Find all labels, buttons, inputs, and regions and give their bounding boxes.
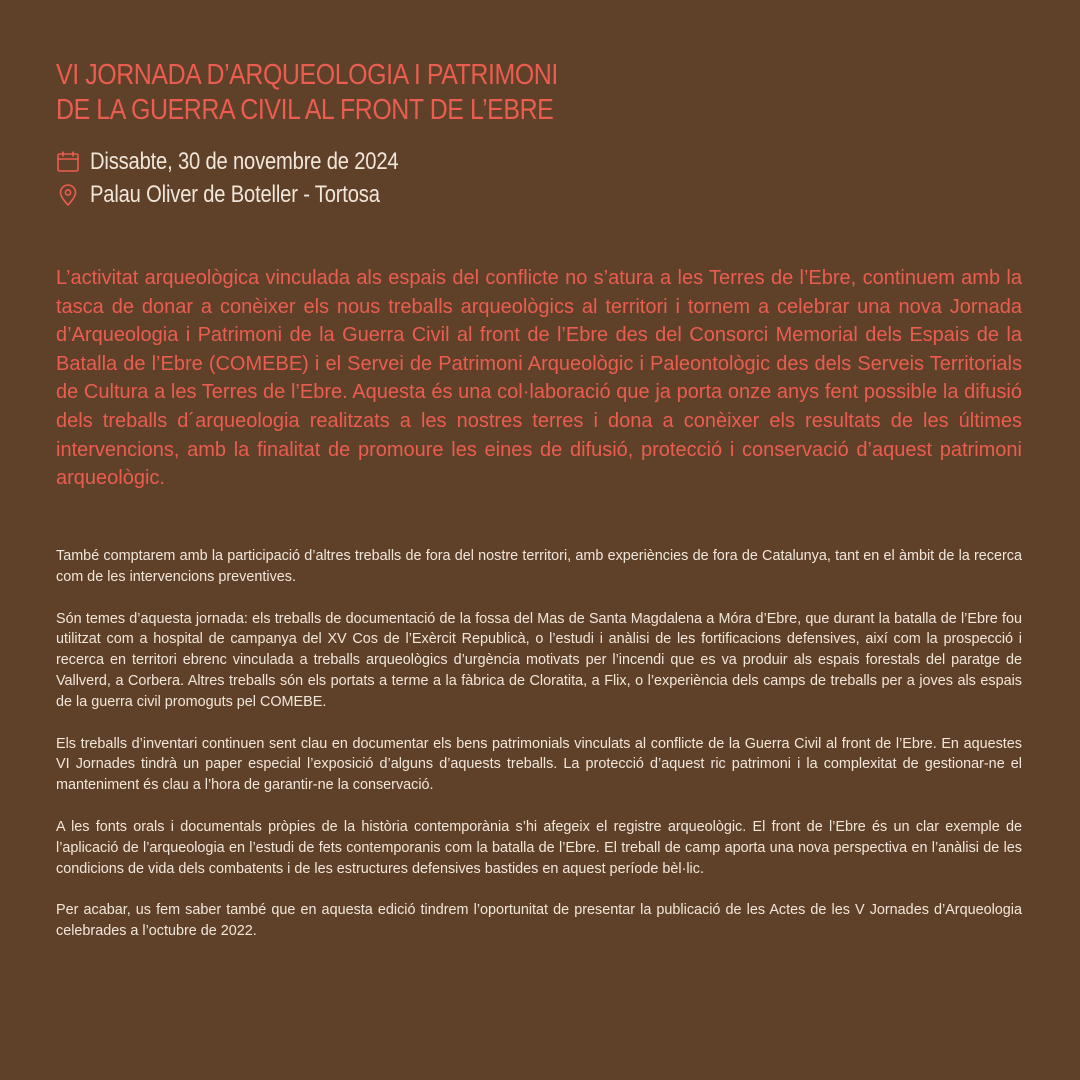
location-pin-icon: [56, 183, 80, 207]
body-paragraph-5: Per acabar, us fem saber també que en aquesta edició tindrem l’oportunitat de presentar la publicació de les Actes de les V Jornades d’Arqueologia celebrades a l’octubre de 2022.: [56, 902, 1022, 940]
body-paragraph-4: A les fonts orals i documentals pròpies de la història contemporània s’hi afegeix el registre arqueològic. El front de l’Ebre és un clar exemple de l’aplicació de l’arqueologia en l’estudi de fets contemporanis com la batalla de l’Ebre. El treball de camp aporta una nova perspectiva en l’anàlisi de les condicions de vida dels combatents i de les estructures defensives bastides en aquest període bèl·lic.: [56, 818, 1022, 877]
title-line-2: DE LA GUERRA CIVIL AL FRONT DE L’EBRE: [56, 94, 554, 126]
body-paragraph-1: També comptarem amb la participació d’altres treballs de fora del nostre territori, amb experiències de fora de Catalunya, tant en el àmbit de la recerca com de les intervencions preventives.: [56, 548, 1022, 585]
page-title: [56, 58, 589, 128]
event-date-text: Dissabte, 30 de novembre de 2024: [90, 148, 399, 175]
event-location-text: Palau Oliver de Boteller - Tortosa: [90, 181, 380, 208]
calendar-icon: [56, 150, 80, 174]
body-text: [56, 546, 1022, 963]
title-line-1: VI JORNADA D’ARQUEOLOGIA I PATRIMONI: [56, 59, 558, 91]
lead-paragraph: L’activitat arqueològica vinculada als espais del conflicte no s’atura a les Terres de l’Ebre, continuem amb la tasca de donar a conèixer els nous treballs arqueològics al territori i tornem a celebrar una nova Jornada d’Arqueologia i Patrimoni de la Guerra Civil al front de l’Ebre des del Consorci Memorial dels Espais de la Batalla de l’Ebre (COMEBE) i el Servei de Patrimoni Arqueològic i Paleontològic des dels Serveis Territorials de Cultura a les Terres de l’Ebre. Aquesta és una col·laboració que ja porta onze anys fent possible la difusió dels treballs d´arqueologia realitzats a les nostres terres i dona a conèixer els resultats de les últimes intervencions, amb la finalitat de promoure les eines de difusió, protecció i conservació d’aquest patrimoni arqueològic.: [56, 267, 1022, 490]
event-date: [56, 148, 457, 176]
body-paragraph-2: Són temes d’aquesta jornada: els treballs de documentació de la fossa del Mas de Santa Magdalena a Móra d’Ebre, que durant la batalla de l’Ebre fou utilitzat com a hospital de campanya del XV Cos de l’Exèrcit Republicà, o l’estudi i anàlisi de les fortificacions defensives, així com la prospecció i recerca en territori ebrenc vinculada a treballs arqueològics d’urgència motivats per l’incendi que es va produir als espais forestals del paratge de Vallverd, a Corbera. Altres treballs són els portats a terme a la fàbrica de Cloratita, a Flix, o l’experiència dels camps de treballs per a joves als espais de la guerra civil promoguts pel COMEBE.: [56, 610, 1022, 710]
body-paragraph-3: Els treballs d’inventari continuen sent clau en documentar els bens patrimonials vinculats al conflicte de la Guerra Civil al front de l’Ebre. En aquestes VI Jornades tindrà un paper especial l’exposició d’alguns d’aquests treballs. La protecció d’aquest ric patrimoni i la complexitat de gestionar-ne el manteniment és clau a l’hora de garantir-ne la conservació.: [56, 735, 1022, 794]
event-location: [56, 181, 435, 209]
